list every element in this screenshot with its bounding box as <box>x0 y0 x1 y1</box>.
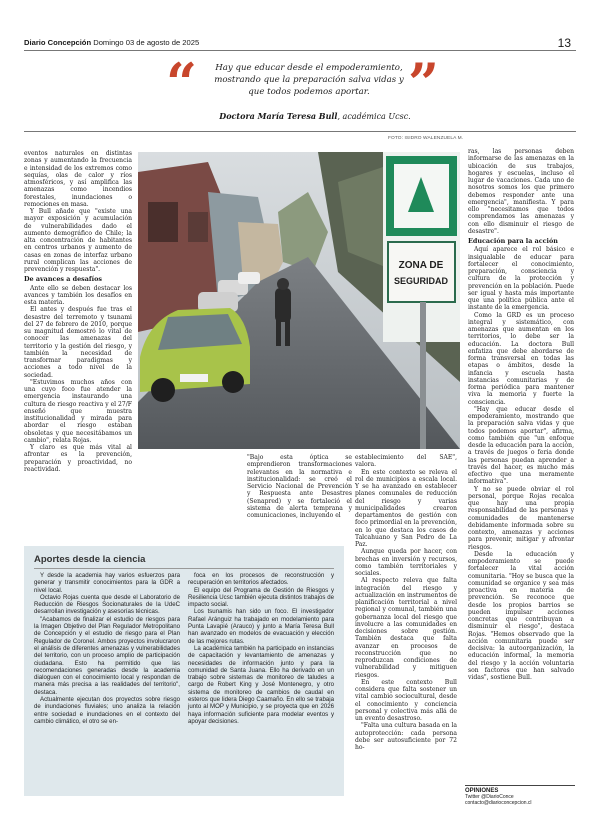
paragraph: El antes y después fue tras el desastre del terremoto y tsunami del 27 de febrero de 2010, porque su magnitud demostró lo vital de conocer las amenazas del territorio y la gestión del riesgo, y también la necesidad de transformar paradigmas y acciones a todo nivel de la sociedad. <box>24 306 132 379</box>
sidebar-paragraph: "Acabamos de finalizar el estudio de riesgos para la Imagen Objetivo del Plan Regulador Metropolitano de Concepción y el estudio de riesgo para el Plan Regulador de Coronel. Ambos proyectos involucraron el análisis de diferentes amenazas y vulnerabilidades del territorio, con un proceso amplio de participación ciudadana. Esto ha permitido que las recomendaciones generadas desde la academia dialoguen con el conocimiento local y respondan de manera más precisa a las realidades del territorio", destaca. <box>34 615 180 696</box>
subheading-avances: De avances a desafíos <box>24 275 102 284</box>
paragraph: Aunque queda por hacer, con brechas en inversión y recursos, como también territoriales y sociales. <box>355 548 457 577</box>
sidebar-paragraph: Y desde la academia hay varios esfuerzos para generar y transmitir conocimientos para la GDR a nivel local. <box>34 572 180 594</box>
paragraph: Al respecto releva que falta integración del riesgo y actualización en instrumentos de planificación territorial a nivel regional y comunal, también una gobernanza local del riesgo que involucre a las comunidades en decisiones sobre gestión. También destaca que falta avanzar en procesos de reconstrucción que no reproduzcan condiciones de vulnerabilidad y mitiguen riesgos. <box>355 577 457 679</box>
sidebar-paragraph: Actualmente ejecutan dos proyectos sobre riesgo de inundaciones fluviales; uno analiza la relación entre sociedad e inundaciones en el contexto del cambio climático, el otro se en- <box>34 696 180 725</box>
paragraph: "Estuvimos muchos años con una cuyo foco fue atender la emergencia instaurando una cultura de riesgo reactiva y el 27/F enseñó que muestra institucionalidad y mirada para abordar el riesgo estaban obsoletas y que necesitábamos un cambio", relata Rojas. <box>24 378 132 444</box>
issue-date: Domingo 03 de agosto de 2025 <box>93 38 200 47</box>
paragraph: Aquí aparece el rol básico e insigualable de educar para fortalecer el conocimiento, preparación, consciencia y cultura de la protección y prevención en la población. Puede ser igual y hasta más importante que una política pública ante el instante de la emergencia. <box>468 246 574 312</box>
pull-quote-author <box>190 111 440 121</box>
article-column-1 <box>24 150 132 473</box>
sidebar-rule <box>34 568 334 569</box>
paragraph: Y no se puede obviar el rol personal, porque Rojas recalca que hay una propia responsabilidad de las personas y comunidades de mantenerse debidamente informada sobre su contexto, amenazas y acciones para prevenir, mitigar y afrontar riesgos. <box>468 485 574 551</box>
sidebar-paragraph: Octavio Rojas cuenta que desde el Laboratorio de Reducción de Riesgos Socionaturales de la UdeC desarrollan investigación y asesorías técnicas. <box>34 593 180 616</box>
quote-author-role: , académica Ucsc. <box>337 112 411 121</box>
sidebar-column-left <box>34 572 180 725</box>
paragraph: "Falta una cultura basada en la autoprotección: cada persona debe ser autosuficiente por 72 ho- <box>355 722 457 751</box>
footer-rule <box>465 785 575 786</box>
sidebar-column-right <box>188 572 334 725</box>
page-number: 13 <box>557 36 571 50</box>
header-rule <box>24 50 576 51</box>
article-column-4 <box>468 148 574 681</box>
safety-sign-text: ZONA DE <box>398 260 444 271</box>
open-quote-icon: “ <box>166 51 198 115</box>
quote-author-name: Doctora María Teresa Bull <box>219 111 338 121</box>
paragraph: En este contexto Bull considera que falta sostener un vital cambio sociocultural, desde el conocimiento y conciencia personal y colectiva más allá de un evento desastroso. <box>355 678 457 722</box>
subheading-educacion: Educación para la acción <box>468 237 558 245</box>
sidebar-paragraph: El equipo del Programa de Gestión de Riesgos y Resiliencia Ucsc también ejecuta distintos trabajos de impacto social. <box>188 586 334 609</box>
paragraph: En este contexto se releva el rol de municipios a escala local. Y se ha avanzado en establecer planes comunales de reducción del riesgo y varias municipalidades crearon departamentos de gestión con foco primordial en la prevención, en lo que destaca los casos de Talcahuano y San Pedro de La Paz. <box>355 468 457 548</box>
article-column-3 <box>355 454 457 751</box>
paragraph: "Hay que educar desde el empoderamiento, mostrando que la preparación salva vidas y que todos podemos aportar", afirma, como también que "un enfoque desde la educación para la acción, a través de juegos o feria donde las personas puedan aprender a través del hacer, es mucho más efectivo que una meramente informativa". <box>468 405 574 486</box>
paragraph: ras, las personas deben informarse de las amenazas en la ubicación de sus trabajos, hogares y escuelas, incluso el lugar de vacaciones. Cada uno de nosotros somos los que primero debemos responder ante una emergencia", manifiesta. Y para ello "necesitamos que todos comprendamos las amenazas y con ello disminuir el riesgo de desastre". <box>468 148 574 235</box>
paragraph: Desde la educación y empoderamiento se puede fortalecer la vital acción comunitaria. "Hoy se busca que la comunidad se organice y sea más proactiva en materia de prevención. Se reconoce que desde los propios barrios se pueden impulsar acciones concretas que contribuyan a disminuir el riesgo", destaca Rojas. "Hemos observado que la acción comunitaria puede ser decisiva: la autoorganización, la educación informal, la memoria del riesgo y la acción voluntaria son factores que han salvado vidas", sostiene Bull. <box>468 550 574 681</box>
sidebar-paragraph: Los tsunamis han sido un foco. El investigador Rafael Aránguiz ha trabajado en modelamiento para Punta Lavapié (Arauco) y junto a María Teresa Bull han avanzado en modelos de evacuación y elección de las mejores rutas. <box>188 608 334 645</box>
paragraph: Como la GRD es un proceso integral y sistemático, con amenazas que aumentan en los territorios, lo debe ser la educación. La doctora Bull enfatiza que debe abordarse de forma transversal en todas las etapas o ámbitos, desde la infancia y escuela hasta instancias comunitarias y de forma periódica para mantener viva la memoria y fuerte la consciencia. <box>468 311 574 406</box>
paragraph: establecimiento del SAE", valora. <box>355 454 457 469</box>
sidebar-box-aportes <box>24 546 344 796</box>
article-photo <box>138 152 460 449</box>
sidebar-title: Aportes desde la ciencia <box>34 554 146 565</box>
pull-quote: Hay que educar desde el empoderamiento, mostrando que la preparación salva vidas y que todos podemos aportar. <box>214 63 404 97</box>
newspaper-name: Diario Concepción <box>24 38 92 47</box>
footer-twitter[interactable]: Twitter @DiarioConce <box>465 794 514 800</box>
svg-text:SEGURIDAD: SEGURIDAD <box>393 276 449 286</box>
paragraph: Ante ello se deben destacar los avances y también los desafíos en esta materia. <box>24 284 132 306</box>
footer-email[interactable]: contacto@diarioconcepcion.cl <box>465 800 532 806</box>
article-column-2 <box>247 454 352 519</box>
sidebar-paragraph: foca en los procesos de reconstrucción y recuperación en territorios afectados. <box>188 572 334 587</box>
close-quote-icon: ” <box>408 51 440 115</box>
page-header <box>24 38 199 47</box>
paragraph: "Bajo esta óptica se emprendieron transformaciones relevantes en la normativa e institucionalidad: se creó el Servicio Nacional de Prevención y Respuesta ante Desastres (Senapred) y se fortaleció el sistema de alerta temprana y comunicaciones, incluyendo el <box>247 454 352 519</box>
quote-rule <box>24 131 576 132</box>
photo-credit: FOTO: ISIDRO WALENZUELA M. <box>388 136 464 141</box>
sidebar-paragraph: La académica también ha participado en instancias de capacitación y levantamiento de amenazas y necesidades de información junto y para la comunidad de Santa Juana. Ello ha derivado en un trabajo sobre sistemas de monitoreo de taludes a cargo de Robert King y José Montenegro, y otro sistema de monitoreo de cambios de caudal en esteros que lidera Diego Caamaño. En ello se trabaja junto al MOP y Municipio, y se proyecta que en 2026 haya información suficiente para modelar eventos y apoyar decisiones. <box>188 644 334 725</box>
street-photo-illustration <box>138 152 460 449</box>
paragraph: Y claro es que más vital al afrontar es la prevención, preparación y proactividad, no reactividad. <box>24 444 132 473</box>
opinion-footer <box>465 785 575 806</box>
footer-title: OPINIONES <box>465 788 499 794</box>
paragraph: eventos naturales en distintas zonas y aumentando la frecuencia e intensidad de los extremos como sequías, olas de calor y ríos atmosféricos, y así amplifica las amenazas como incendios forestales, inundaciones o remociones en masa. <box>24 150 132 208</box>
paragraph: Y Bull añade que "existe una mayor exposición y acumulación de vulnerabilidades dado el aumento demográfico de Chile; la alta concentración de habitantes en centros urbanos y aumento de casas en zonas de interfaz urbano rural complican las acciones de prevención y respuesta". <box>24 208 132 273</box>
